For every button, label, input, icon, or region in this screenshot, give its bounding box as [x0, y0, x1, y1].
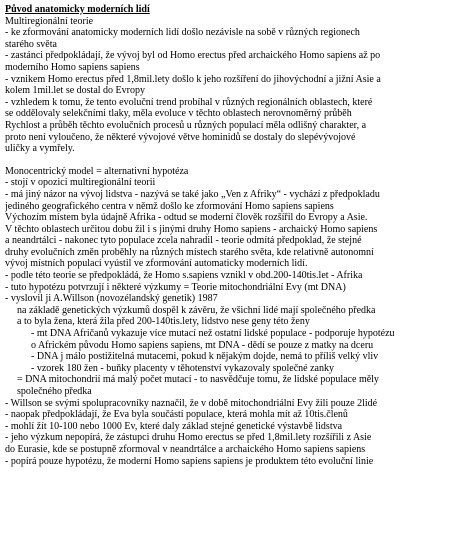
text-line: starého světa [5, 38, 57, 50]
text-line: jediného geografického centra v němž došlo ke zformování Homo sapiens sapiens [5, 200, 334, 212]
text-line: - ke zformování anatomicky moderních lidí došlo nezávisle na sobě v různých regionech [5, 27, 360, 39]
text-line: a to byla žena, která žila před 200-140tis.lety, lidstvo nese geny této ženy [17, 316, 310, 328]
text-line: - podle této teorie se předpokládá, že Homo s.sapiens vznikl v obd.200-140tis.let - Afrika [5, 270, 363, 282]
text-line: kolem 1mil.let se dostal do Evropy [5, 85, 145, 97]
text-line: - Willson se svými spolupracovníky naznačil, že v době mitochondriální Evy žili pouze 2lidé [5, 397, 378, 409]
text-line: proto není vyloučeno, že některé vývojové větve hominidů se dostaly do slepévývojové [5, 131, 356, 143]
text-line: Multiregionální teorie [5, 15, 94, 27]
text-line: na základě genetických výzkumů dospěl k závěru, že všichni lidé mají společného předka [17, 304, 376, 316]
paragraph-gap [5, 155, 457, 166]
text-line: společného předka [17, 386, 92, 397]
text-line: - popírá pouze hypotézu, že moderní Homo sapiens sapiens je produktem této evoluční linie [5, 455, 374, 467]
text-line: - mohlí žít 10-100 nebo 1000 Ev, které daly základ stejné genetické výstavbě lidstva [5, 420, 343, 432]
text-line: V těchto oblastech určitou dobu žil i s jinými druhy Homo sapiens - archaický Homo sapiens [5, 223, 378, 235]
section-monocentric [5, 166, 457, 305]
document-title: Původ anatomicky moderních lidí [5, 4, 150, 15]
text-line: druhy evolučních změn proběhly na různých místech starého světa, kde relativně autonomní [5, 246, 374, 258]
text-line: - vzhledem k tomu, že tento evoluční trend probíhal v různých regionálních oblastech, které [5, 96, 373, 108]
text-line: - vznikem Homo erectus před 1,8mil.lety došlo k jeho rozšíření do jihovýchodní a jižní Asie a [5, 73, 381, 85]
section-willson [5, 398, 457, 468]
text-line: moderního Homo sapiens sapiens [5, 61, 140, 73]
text-line: vývoj místních populací vyústil ve zformování automaticky moderních lidí. [5, 258, 308, 270]
text-line: - stojí v opozici multiregionální teorii [5, 177, 156, 189]
text-line: Výchozím místem byla údajně Afrika - odtud se moderní člověk rozšířil do Evropy a Asie. [5, 212, 368, 224]
text-line: - DNA j málo postižitelná mutacemi, pokud k nějakým dojde, nemá to příliš velký vliv [31, 351, 379, 363]
text-line: - naopak předpokládají, že Eva byla součástí populace, která mohla mít až 10tis.členů [5, 409, 348, 421]
text-line: a neandrtálci - nakonec tyto populace zcela nahradil - teorie odmítá předpoklad, že stejné [5, 235, 362, 247]
text-line: Rychlost a průběh těchto evolučních procesů u různých populací měla odlišný charakter, a [5, 119, 367, 131]
section-multiregional [5, 16, 457, 155]
text-line: - mt DNA Afričanů vykazuje více mutací než ostatní lidské populace - podporuje hypotézu [31, 328, 395, 340]
text-line: - zastánci předpokládají, že vývoj byl od Homo erectus před archaického Homo sapiens až po [5, 50, 381, 62]
text-line: - jeho výzkum nepopírá, že zástupci druhu Homo erectus se před 1,8mil.lety rozšířili z Asie [5, 432, 372, 444]
text-line: Monocentrický model = alternativní hypotéza [5, 165, 189, 177]
text-line: - má jiný názor na vývoj lidstva - nazývá se také jako „Ven z Afriky“ - vychází z předpokladu [5, 188, 380, 200]
text-line: - vzorek 180 žen - buňky placenty v těhotenství vykazovaly společné zanky [31, 362, 334, 374]
section-mitochondrial-eve [5, 305, 457, 398]
text-line: do Eurasie, kde se postupně zformoval v neandrtálce a archaického Homo sapiens sapiens [5, 443, 366, 455]
text-line: se oddělovaly selekčními tlaky, měla evoluce v těchto oblastech nerovnoměrný průběh [5, 108, 352, 120]
text-line: o Africkém původu Homo sapiens sapiens, mt DNA - dědí se pouze z matky na dceru [31, 339, 374, 351]
text-line: uličky a vymřely. [5, 143, 75, 155]
text-line: - tuto hypotézu potvrzují i některé výzkumy = Teorie mitochondriální Evy (mt DNA) [5, 281, 346, 293]
text-line: = DNA mitochondrií má malý počet mutací - to nasvědčuje tomu, že lidské populace měly [17, 374, 379, 386]
text-line: - vyslovil ji A.Willson (novozélandský genetik) 1987 [5, 293, 218, 305]
